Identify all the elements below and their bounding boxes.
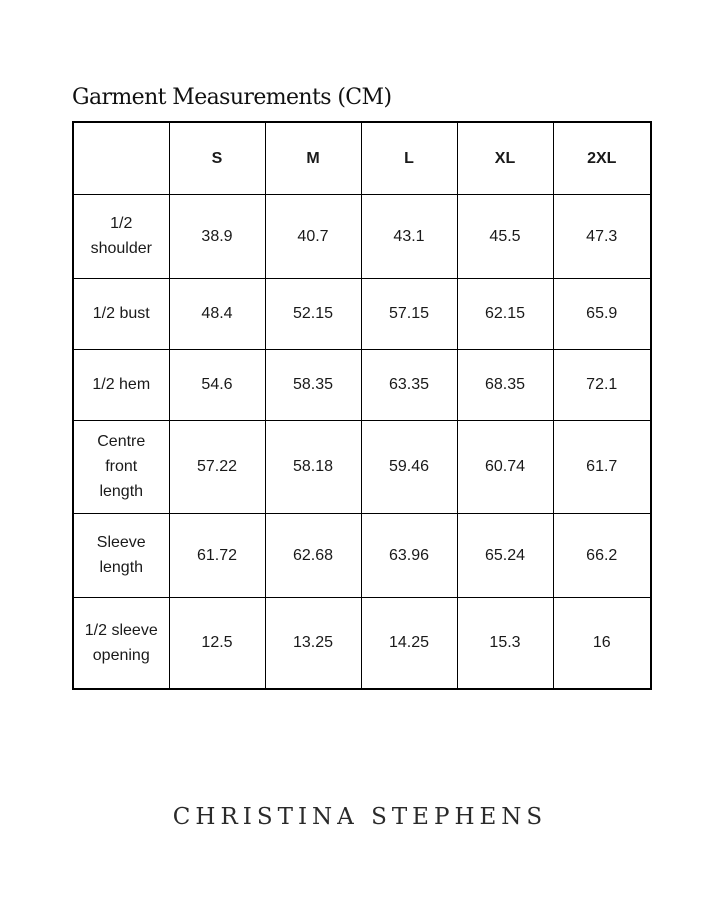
table-row xyxy=(73,349,651,420)
table-row xyxy=(73,597,651,689)
table-row xyxy=(73,513,651,597)
table-cell: 72.1 xyxy=(553,349,651,420)
table-cell: 52.15 xyxy=(265,278,361,349)
table-row xyxy=(73,420,651,513)
table-cell: 68.35 xyxy=(457,349,553,420)
header-cell-s: S xyxy=(169,122,265,194)
row-label: 1/2 hem xyxy=(73,349,169,420)
page-title: Garment Measurements (CM) xyxy=(72,84,392,110)
row-label: Centre front length xyxy=(73,420,169,513)
table-cell: 57.15 xyxy=(361,278,457,349)
table-cell: 54.6 xyxy=(169,349,265,420)
table-cell: 15.3 xyxy=(457,597,553,689)
measurements-table xyxy=(72,121,652,690)
table-cell: 12.5 xyxy=(169,597,265,689)
row-label: 1/2 shoulder xyxy=(73,194,169,278)
table-cell: 47.3 xyxy=(553,194,651,278)
table-row xyxy=(73,278,651,349)
table-cell: 58.35 xyxy=(265,349,361,420)
header-cell-2xl: 2XL xyxy=(553,122,651,194)
table-cell: 61.72 xyxy=(169,513,265,597)
table-cell: 60.74 xyxy=(457,420,553,513)
table-cell: 16 xyxy=(553,597,651,689)
table-cell: 63.96 xyxy=(361,513,457,597)
table-cell: 38.9 xyxy=(169,194,265,278)
table-cell: 45.5 xyxy=(457,194,553,278)
brand-name: CHRISTINA STEPHENS xyxy=(172,804,548,830)
table-cell: 65.24 xyxy=(457,513,553,597)
table-cell: 63.35 xyxy=(361,349,457,420)
table-cell: 65.9 xyxy=(553,278,651,349)
header-cell-l: L xyxy=(361,122,457,194)
row-label: 1/2 sleeve opening xyxy=(73,597,169,689)
header-cell-empty xyxy=(73,122,169,194)
header-cell-xl: XL xyxy=(457,122,553,194)
table-cell: 48.4 xyxy=(169,278,265,349)
table-cell: 57.22 xyxy=(169,420,265,513)
table-cell: 40.7 xyxy=(265,194,361,278)
table-cell: 62.15 xyxy=(457,278,553,349)
table-cell: 66.2 xyxy=(553,513,651,597)
table-cell: 58.18 xyxy=(265,420,361,513)
table-cell: 59.46 xyxy=(361,420,457,513)
table-cell: 43.1 xyxy=(361,194,457,278)
table-row xyxy=(73,194,651,278)
table-cell: 62.68 xyxy=(265,513,361,597)
row-label: 1/2 bust xyxy=(73,278,169,349)
header-cell-m: M xyxy=(265,122,361,194)
table-header-row xyxy=(73,122,651,194)
table-cell: 61.7 xyxy=(553,420,651,513)
table-cell: 14.25 xyxy=(361,597,457,689)
row-label: Sleeve length xyxy=(73,513,169,597)
table-cell: 13.25 xyxy=(265,597,361,689)
